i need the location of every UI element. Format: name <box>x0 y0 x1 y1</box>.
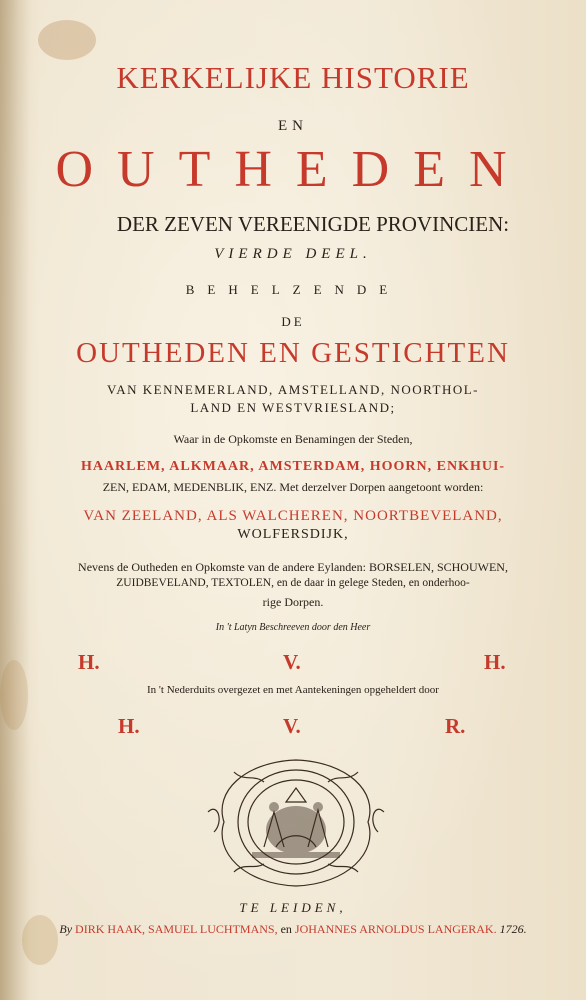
title-line-2: EN <box>278 118 308 134</box>
de-label: DE <box>281 314 305 329</box>
title-line-1: KERKELIJKE HISTORIE <box>116 60 470 95</box>
imprint-printers: DIRK HAAK, SAMUEL LUCHTMANS, <box>75 922 278 936</box>
behelzende-label: BEHELZENDE <box>185 282 401 297</box>
translator-initial-1: H. <box>118 714 140 738</box>
imprint-en: en <box>280 922 292 936</box>
zeeland-line-1: VAN ZEELAND, ALS WALCHEREN, NOORTBEVELAND, <box>83 508 503 524</box>
zeeland-line-2: WOLFERSDIJK, <box>237 527 349 542</box>
title-line-4: DER ZEVEN VEREENIGDE PROVINCIEN: <box>116 212 510 236</box>
islands-line-3: rige Dorpen. <box>262 595 324 609</box>
dutch-note: In 't Nederduits overgezet en met Aantekeningen opgeheldert door <box>147 684 439 696</box>
regions-line-2: LAND EN WESTVRIESLAND; <box>190 400 396 415</box>
cities-intro: Waar in de Opkomste en Benamingen der Steden, <box>173 432 413 446</box>
subject-title: OUTHEDEN EN GESTICHTEN <box>76 337 510 369</box>
islands-line-2: ZUIDBEVELAND, TEXTOLEN, en de daar in gelege Steden, en onderhoo- <box>116 577 470 589</box>
imprint-by: By <box>59 922 73 936</box>
cities-red-line: HAARLEM, ALKMAAR, AMSTERDAM, HOORN, ENKHUI- <box>80 459 506 474</box>
part-label: VIERDE DEEL. <box>214 246 372 262</box>
imprint-year: 1726. <box>499 922 527 936</box>
paper-stain-top <box>38 20 96 60</box>
imprint-place: TE LEIDEN, <box>239 900 347 915</box>
title-line-3 <box>0 140 586 199</box>
imprint-line <box>0 922 586 937</box>
imprint-printer2: JOHANNES ARNOLDUS LANGERAK. <box>294 922 497 936</box>
regions-line-1: VAN KENNEMERLAND, AMSTELLAND, NOORTHOL- <box>107 382 479 397</box>
author-initial-3: H. <box>484 650 506 674</box>
translator-initial-2: V. <box>283 714 301 738</box>
author-initial-2: V. <box>283 650 301 674</box>
cities-continuation: ZEN, EDAM, MEDENBLIK, ENZ. Met derzelver Dorpen aangetoont worden: <box>102 480 484 494</box>
translator-initial-3: R. <box>445 714 466 738</box>
islands-line-1: Nevens de Outheden en Opkomste van de andere Eylanden: BORSELEN, SCHOUWEN, <box>78 560 508 574</box>
title-outheden: OUTHEDEN <box>55 141 531 198</box>
author-initial-1: H. <box>78 650 100 674</box>
latin-note: In 't Latyn Beschreeven door den Heer <box>215 622 371 633</box>
printer-device-emblem <box>204 752 388 892</box>
